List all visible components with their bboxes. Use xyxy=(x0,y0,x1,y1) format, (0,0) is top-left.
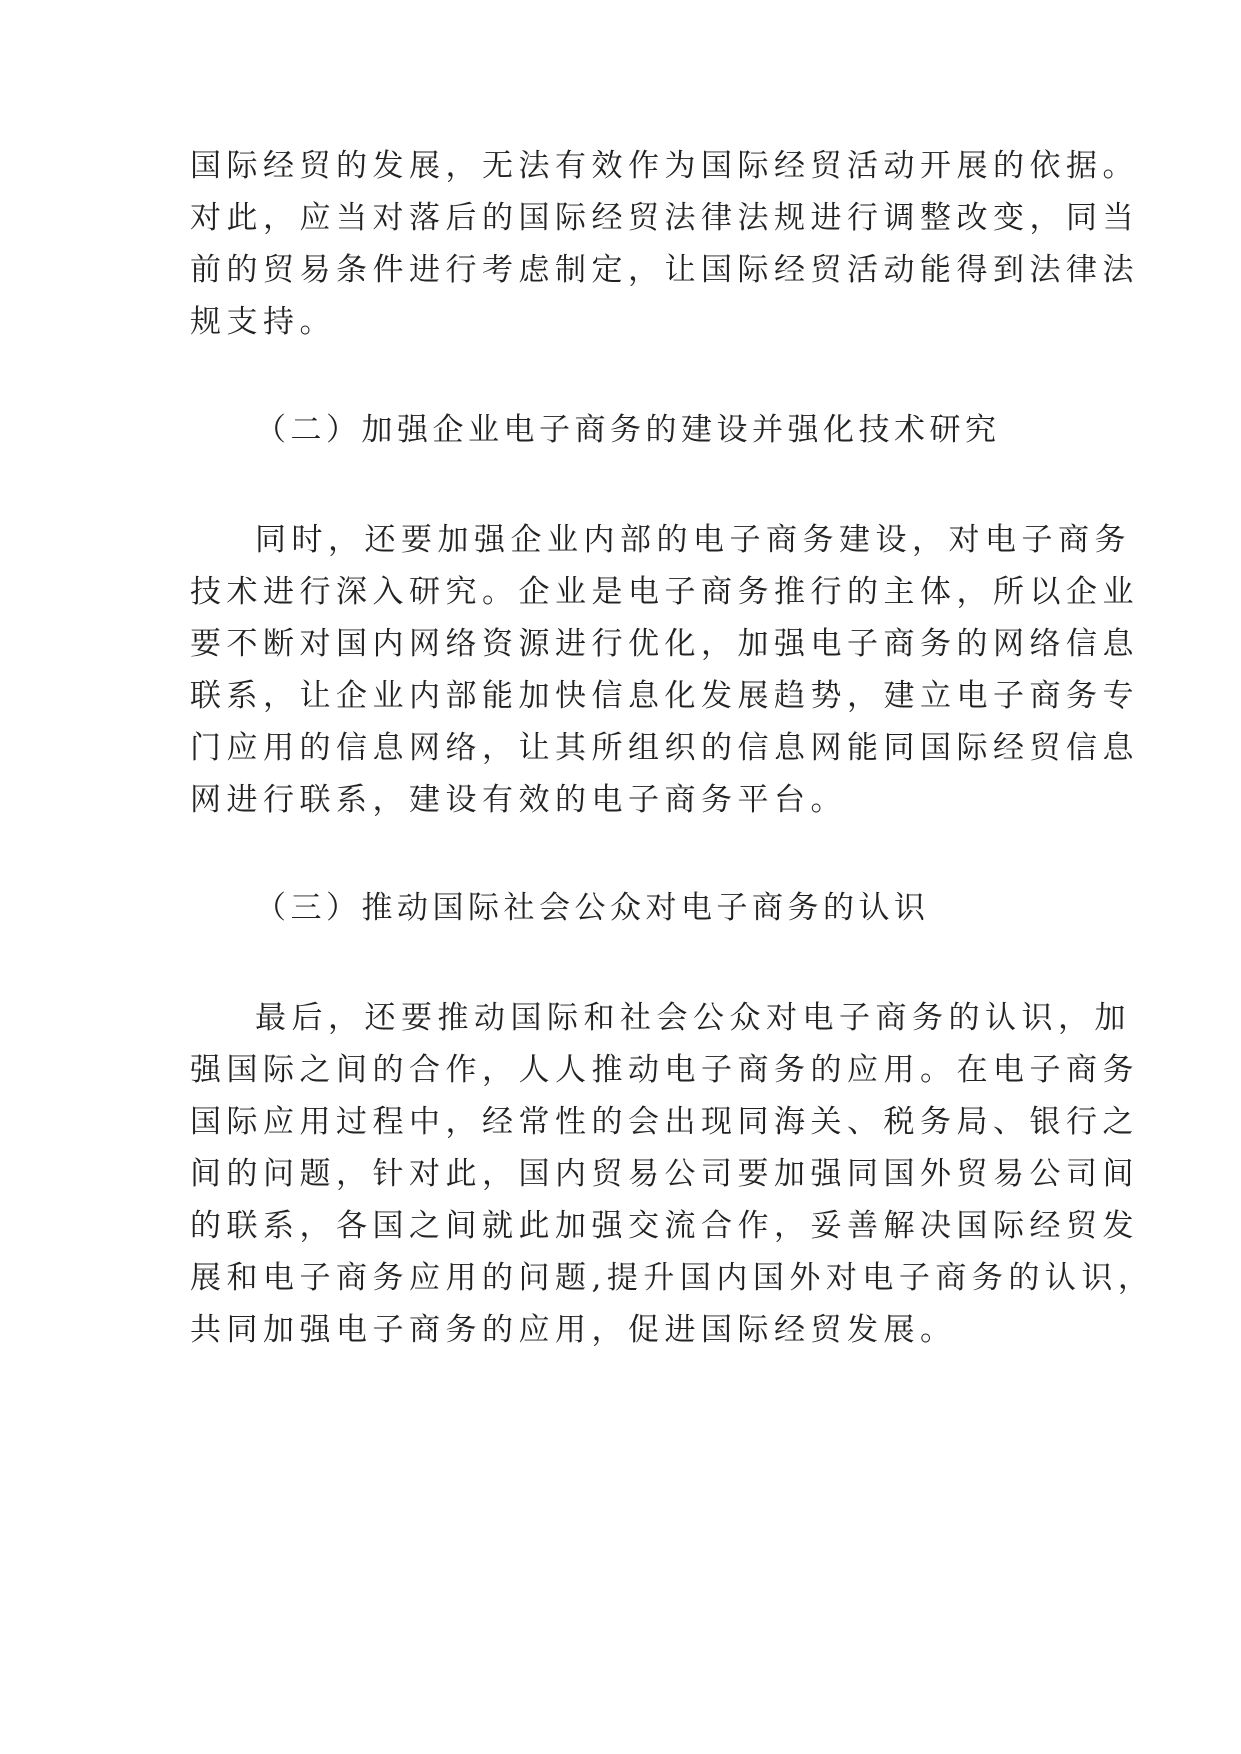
paragraph-3-line-6: 展和电子商务应用的问题,提升国内国外对电子商务的认识， xyxy=(190,1260,1155,1296)
paragraph-2-line-5: 门应用的信息网络，让其所组织的信息网能同国际经贸信息 xyxy=(190,730,1139,766)
paragraph-1-line-3: 前的贸易条件进行考虑制定，让国际经贸活动能得到法律法 xyxy=(190,252,1139,288)
section-heading-3: （三）推动国际社会公众对电子商务的认识 xyxy=(255,890,930,926)
paragraph-2-line-4: 联系，让企业内部能加快信息化发展趋势，建立电子商务专 xyxy=(190,678,1139,714)
paragraph-2-line-6: 网进行联系，建设有效的电子商务平台。 xyxy=(190,782,847,818)
paragraph-1-line-4: 规支持。 xyxy=(190,304,336,340)
paragraph-3-line-1: 最后，还要推动国际和社会公众对电子商务的认识，加 xyxy=(255,1000,1131,1036)
paragraph-1-line-1: 国际经贸的发展，无法有效作为国际经贸活动开展的依据。 xyxy=(190,148,1139,184)
paragraph-3-line-5: 的联系，各国之间就此加强交流合作，妥善解决国际经贸发 xyxy=(190,1208,1139,1244)
paragraph-2-line-1: 同时，还要加强企业内部的电子商务建设，对电子商务 xyxy=(255,522,1131,558)
paragraph-3-line-4: 间的问题，针对此，国内贸易公司要加强同国外贸易公司间 xyxy=(190,1156,1139,1192)
paragraph-1-line-2: 对此，应当对落后的国际经贸法律法规进行调整改变，同当 xyxy=(190,200,1139,236)
paragraph-3-line-2: 强国际之间的合作，人人推动电子商务的应用。在电子商务 xyxy=(190,1052,1139,1088)
paragraph-2-line-3: 要不断对国内网络资源进行优化，加强电子商务的网络信息 xyxy=(190,626,1139,662)
paragraph-3-line-3: 国际应用过程中，经常性的会出现同海关、税务局、银行之 xyxy=(190,1104,1139,1140)
paragraph-3-line-7: 共同加强电子商务的应用，促进国际经贸发展。 xyxy=(190,1312,957,1348)
paragraph-2-line-2: 技术进行深入研究。企业是电子商务推行的主体，所以企业 xyxy=(190,574,1139,610)
section-heading-2: （二）加强企业电子商务的建设并强化技术研究 xyxy=(255,412,1001,448)
